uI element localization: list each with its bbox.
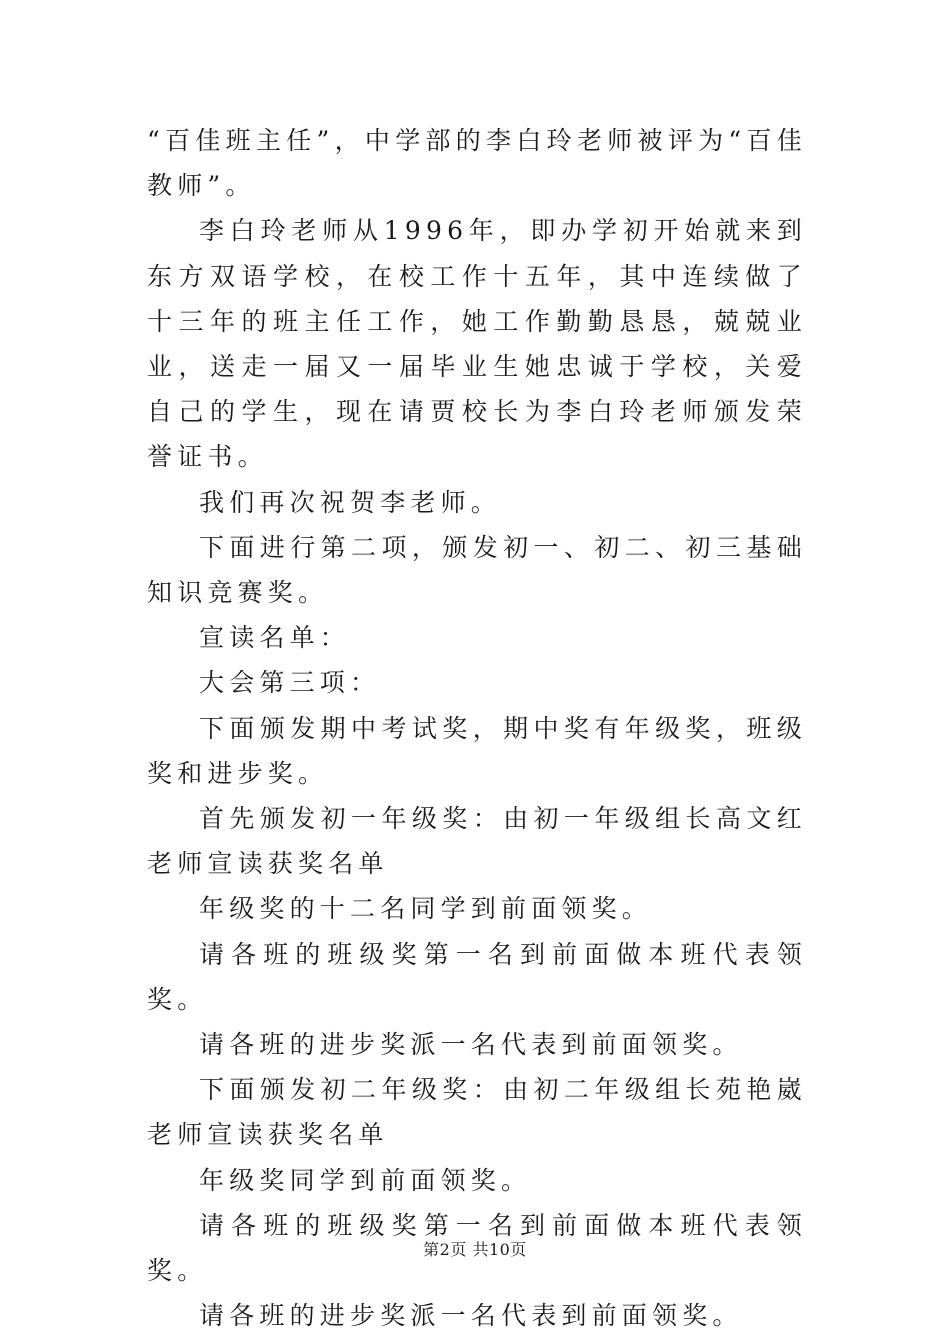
paragraph: 宣读名单： — [199, 623, 351, 653]
paragraph: 我们再次祝贺李老师。 — [199, 487, 502, 517]
paragraph: 请各班的班级奖第一名到前面做本班代表领奖。 — [147, 1210, 807, 1286]
paragraph: 下面进行第二项，颁发初一、初二、初三基础知识竞赛奖。 — [147, 532, 807, 608]
paragraph: 请各班的班级奖第一名到前面做本班代表领奖。 — [147, 939, 807, 1014]
paragraph: 请各班的进步奖派一名代表到前面领奖。 — [199, 1030, 743, 1060]
paragraph: 首先颁发初一年级奖：由初一年级组长高文红老师宣读获奖名单 — [147, 804, 807, 879]
paragraph: “百佳班主任”，中学部的李白玲老师被评为“百佳教师”。 — [147, 126, 807, 201]
paragraph: 大会第三项： — [199, 668, 381, 698]
paragraph: 年级奖同学到前面领奖。 — [199, 1165, 532, 1195]
paragraph: 请各班的进步奖派一名代表到前面领奖。 — [199, 1301, 743, 1331]
paragraph: 年级奖的十二名同学到前面领奖。 — [199, 894, 653, 924]
paragraph: 李白玲老师从1996年，即办学初开始就来到东方双语学校，在校工作十五年，其中连续做了十三年的班主任工作，她工作勤勤恳恳，兢兢业业，送走一届又一届毕业生她忠诚于学校，关爱自己的学生，现在请贾校长为李白玲老师颁发荣誉证书。 — [147, 216, 807, 472]
paragraph: 下面颁发初二年级奖：由初二年级组长苑艳崴老师宣读获奖名单 — [147, 1075, 807, 1150]
paragraph: 下面颁发期中考试奖，期中奖有年级奖，班级奖和进步奖。 — [147, 713, 807, 788]
page-number-footer: 第2页 共10页 — [423, 1240, 527, 1259]
document-body — [147, 118, 807, 1338]
